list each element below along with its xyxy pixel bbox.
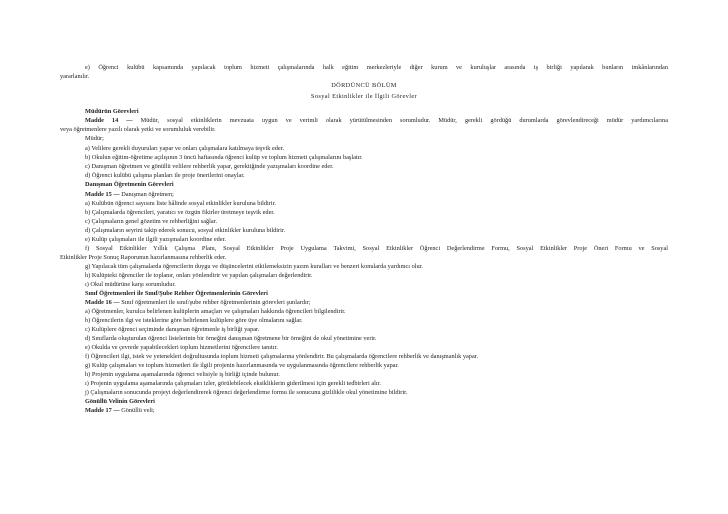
art16-item-g: g) Kulüp çalışmaları ve toplum hizmetleri ile ilgili projenin hazırlanmasında ve uygulanmasında öğrencilere rehberlik yapar.: [85, 362, 399, 369]
art16-item-j: j) Çalışmaların sonucunda projeyi değerlendirerek öğrenci değerlendirme formu ile sonucunu gizlilikle okul yönetimine bildirir.: [85, 389, 408, 396]
art17-heading: Gönüllü Velinin Görevleri: [85, 398, 155, 405]
intro-line-1: e) Öğrenci kulübü kapsamında yapılacak toplum hizmeti çalışmalarında halk eğitim merkezleriyle diğer kurum ve kuruluşlar arasında iş birliği yapılarak bunların imkânlarından: [85, 64, 668, 71]
chapter-subtitle: Sosyal Etkinlikler ile İlgili Görevler: [310, 93, 418, 100]
art15-item-a: a) Kulübün öğrenci sayısını liste hâlinde sosyal etkinlikler kuruluna bildirir.: [85, 200, 276, 207]
art15-item-i: ı) Okul müdürüne karşı sorumludur.: [85, 281, 176, 288]
art15-item-h: h) Kulüpteki öğrenciler ile toplanır, onları yönlendirir ve yapılan çalışmaları değerlendirir.: [85, 272, 313, 279]
art15-lead: Danışman öğretmen;: [119, 191, 174, 198]
art15-item-f-line-1: f) Sosyal Etkinlikler Yıllık Çalışma Planı, Sosyal Etkinlikler Proje Uygulama Takvimi, Sosyal Etkinlikler Öğrenci Değerlendirme Formu, Sosyal Etkinlikler Proje Öneri Formu ve Sosyal: [85, 245, 668, 252]
art16-item-i: ı) Projenin uygulama aşamalarında çalışmaları izler, görülebilecek eksikliklerin giderilmesi için gerekli tedbirleri alır.: [85, 380, 381, 387]
art15-item-d: d) Çalışmaların seyrini takip ederek sonucu, sosyal etkinlikler kuruluna bildirir.: [85, 227, 286, 234]
art14-item-b: b) Okulun eğitim-öğretime açılışının 3 üncü haftasında öğrenci kulüp ve toplum hizmeti çalışmalarını başlatır.: [85, 154, 363, 161]
art15-item-f-line-2: Etkinlikler Proje Sonuç Raporunun hazırlanmasına rehberlik eder.: [60, 254, 227, 261]
art14-heading: Müdürün Görevleri: [85, 108, 139, 115]
art17-lead: Gönüllü veli;: [119, 407, 155, 414]
art14-paragraph-line-2: veya öğretmenlere yazılı olarak yetki ve sorumluluk verebilir.: [60, 126, 216, 133]
chapter-title: DÖRDÜNCÜ BÖLÜM: [331, 82, 397, 89]
art14-item-a: a) Velilere gerekli duyuruları yapar ve onları çalışmalara katılmaya teşvik eder.: [85, 145, 285, 152]
art16-item-d: d) Sınıflarda oluşturulan öğrenci listelerinin bir örneğini danışman öğretmene bir örneğini de okul yönetimine verir.: [85, 335, 377, 342]
art14-text-1: Müdür, sosyal etkinliklerin mevzuata uygun ve verimli olarak yürütülmesinden sorumludur. Müdür, gerekli gördüğü durumlarda görevlendireceği müdür yardımcılarına: [132, 117, 668, 124]
art14-item-c: c) Danışman öğretmen ve gönüllü velilere rehberlik yapar, gerektiğinde yazışmaları koordine eder.: [85, 163, 334, 170]
art17-label: Madde 17 —: [85, 407, 120, 414]
art14-lead: Müdür;: [85, 135, 104, 142]
art16-item-h: h) Projenin uygulama aşamalarında öğrenci velisiyle iş birliği içinde bulunur.: [85, 371, 280, 378]
art16-lead: Sınıf öğretmenleri ile sınıf/şube rehber öğretmenlerinin görevleri şunlardır;: [119, 299, 311, 306]
art14-label: Madde 14 —: [85, 117, 133, 124]
art15-item-c: c) Çalışmaların genel gözetim ve rehberliğini sağlar.: [85, 218, 218, 225]
intro-line-2: yararlanılır.: [60, 73, 90, 80]
art15-label: Madde 15 —: [85, 191, 120, 198]
art16-label: Madde 16 —: [85, 299, 120, 306]
art16-paragraph: [85, 298, 311, 307]
art15-item-e: e) Kulüp çalışmaları ile ilgili yazışmaları koordine eder.: [85, 236, 226, 243]
art16-item-a: a) Öğretmenler, kurulca belirlenen kulüplerin amaçları ve çalışmaları hakkında öğrencileri bilgilendirir.: [85, 308, 346, 315]
art15-item-b: b) Çalışmalarda öğrencileri, yaratıcı ve özgün fikirler üretmeye teşvik eder.: [85, 209, 275, 216]
art14-item-d: d) Öğrenci kulübü çalışma planları ile proje önerilerini onaylar.: [85, 172, 245, 179]
art16-item-c: c) Kulüplere öğrenci seçiminde danışman öğretmenle iş birliği yapar.: [85, 326, 260, 333]
art16-heading: Sınıf Öğretmenleri ile Sınıf/Şube Rehber Öğretmenlerinin Görevleri: [85, 290, 268, 297]
art15-heading: Danışman Öğretmenin Görevleri: [85, 181, 174, 188]
art15-paragraph: [85, 190, 174, 199]
art14-paragraph-line-1: [85, 116, 668, 125]
art15-item-g: g) Yapılacak tüm çalışmalarda öğrencilerin duygu ve düşüncelerini etkilemeksizin yazım kuralları ve benzeri konularda yardımcı olur.: [85, 263, 423, 270]
art16-item-e: e) Okulda ve çevrede yapabilecekleri toplum hizmetlerini öğrencilere tanıtır.: [85, 344, 278, 351]
art16-item-b: b) Öğrencilerin ilgi ve isteklerine göre belirlenen kulüplere göre üye olmalarını sağlar.: [85, 317, 303, 324]
art17-paragraph: [85, 406, 155, 415]
art16-item-f: f) Öğrencileri ilgi, istek ve yetenekleri doğrultusunda toplum hizmeti çalışmalarına yönlendirir. Bu çalışmalarda öğrencilere rehberlik ve danışmanlık yapar.: [85, 353, 479, 360]
